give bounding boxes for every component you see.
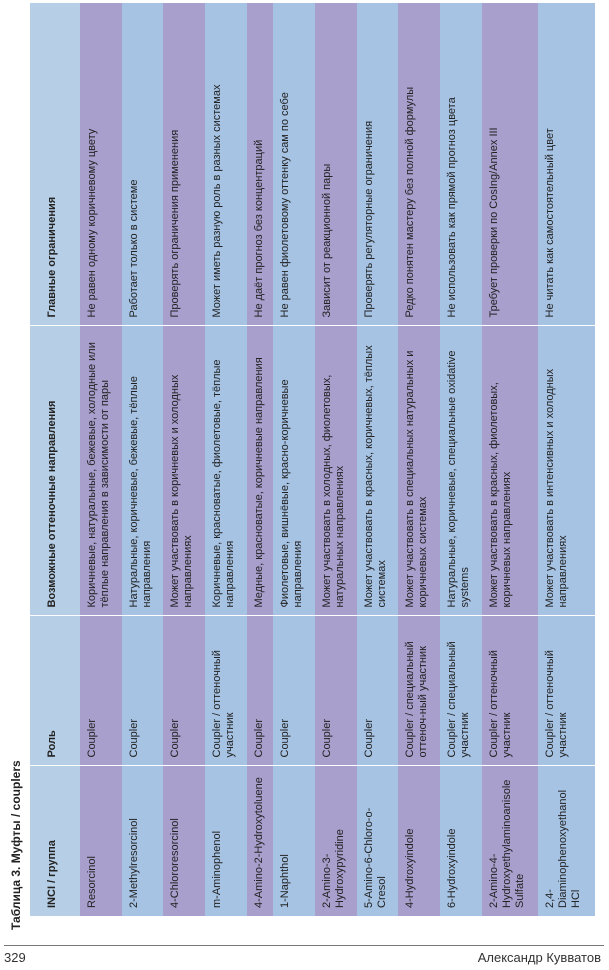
cell-limitations: Проверять ограничения применения <box>163 3 205 326</box>
cell-inci: 4-Hydroxyindole <box>398 766 440 916</box>
cell-limitations: Работает только в системе <box>122 3 164 326</box>
cell-limitations: Не читать как самостоятельный цвет <box>538 3 595 326</box>
cell-shade-directions: Коричневые, красноватые, фиолетовые, тёплые направления <box>205 326 247 616</box>
cell-shade-directions: Коричневые, натуральные, бежевые, холодные или тёплые направления в зависимости от пары <box>80 326 122 616</box>
footer-divider <box>4 945 604 946</box>
header-inci: INCI / группа <box>30 766 80 916</box>
cell-role: Coupler / оттеночный участник <box>482 616 539 766</box>
cell-inci: 2-Amino-3-Hydroxypyridine <box>315 766 357 916</box>
cell-shade-directions: Может участвовать в красных, фиолетовых, коричневых направлениях <box>482 326 539 616</box>
cell-shade-directions: Медные, красноватые, коричневые направления <box>247 326 274 616</box>
cell-limitations: Не равен одному коричневому цвету <box>80 3 122 326</box>
cell-inci: 4-Amino-2-Hydroxytoluene <box>247 766 274 916</box>
table-row <box>273 3 315 916</box>
table-row <box>247 3 274 916</box>
cell-limitations: Требует проверки по CosIng/Annex III <box>482 3 539 326</box>
cell-limitations: Проверять регуляторные ограничения <box>357 3 399 326</box>
cell-role: Coupler <box>80 616 122 766</box>
cell-limitations: Может иметь разную роль в разных системах <box>205 3 247 326</box>
table-row <box>122 3 164 916</box>
cell-role: Coupler <box>122 616 164 766</box>
header-limitations: Главные ограничения <box>30 3 80 326</box>
cell-shade-directions: Натуральные, коричневые, бежевые, тёплые направления <box>122 326 164 616</box>
cell-inci: Resorcinol <box>80 766 122 916</box>
cell-role: Coupler / специальный участник <box>440 616 482 766</box>
rotated-page-content <box>6 0 596 930</box>
cell-role: Coupler <box>357 616 399 766</box>
table-row <box>398 3 440 916</box>
cell-role: Coupler / специальный оттеноч-ный участник <box>398 616 440 766</box>
table-row <box>538 3 595 916</box>
cell-shade-directions: Может участвовать в красных, коричневых, тёплых системах <box>357 326 399 616</box>
cell-shade-directions: Может участвовать в коричневых и холодных направлениях <box>163 326 205 616</box>
cell-shade-directions: Может участвовать в интенсивных и холодных направлениях <box>538 326 595 616</box>
cell-role: Coupler <box>163 616 205 766</box>
table-header-row <box>30 3 80 916</box>
cell-limitations: Зависит от реакционной пары <box>315 3 357 326</box>
couplers-table <box>30 3 595 917</box>
header-role: Роль <box>30 616 80 766</box>
table-caption: Таблица 3. Муфты / couplers <box>9 760 23 930</box>
page-number: 329 <box>4 950 26 965</box>
cell-limitations: Не даёт прогноз без концентраций <box>247 3 274 326</box>
table-row <box>80 3 122 916</box>
cell-inci: 2-Amino-4-Hydroxyethylaminoanisole Sulfate <box>482 766 539 916</box>
table-row <box>163 3 205 916</box>
cell-inci: 6-Hydroxyindole <box>440 766 482 916</box>
cell-inci: m-Aminophenol <box>205 766 247 916</box>
author-name: Александр Кувватов <box>477 950 601 965</box>
table-row <box>440 3 482 916</box>
table-row <box>315 3 357 916</box>
cell-limitations: Не равен фиолетовому оттенку сам по себе <box>273 3 315 326</box>
cell-inci: 1-Naphthol <box>273 766 315 916</box>
cell-inci: 4-Chlororesorcinol <box>163 766 205 916</box>
cell-shade-directions: Может участвовать в специальных натуральных и коричневых системах <box>398 326 440 616</box>
table-row <box>357 3 399 916</box>
cell-role: Coupler <box>273 616 315 766</box>
cell-role: Coupler <box>247 616 274 766</box>
header-shade-directions: Возможные оттеночные направления <box>30 326 80 616</box>
cell-inci: 2-Methylresorcinol <box>122 766 164 916</box>
cell-limitations: Не использовать как прямой прогноз цвета <box>440 3 482 326</box>
cell-role: Coupler / оттеночный участник <box>205 616 247 766</box>
cell-inci: 5-Amino-6-Chloro-o-Cresol <box>357 766 399 916</box>
cell-role: Coupler <box>315 616 357 766</box>
cell-limitations: Редко понятен мастеру без полной формулы <box>398 3 440 326</box>
cell-role: Coupler / оттеночный участник <box>538 616 595 766</box>
cell-shade-directions: Натуральные, коричневые, специальные oxidative systems <box>440 326 482 616</box>
cell-shade-directions: Фиолетовые, вишнёвые, красно-коричневые направления <box>273 326 315 616</box>
cell-inci: 2,4-Diaminophenoxyethanol HCl <box>538 766 595 916</box>
table-row <box>482 3 539 916</box>
table-row <box>205 3 247 916</box>
cell-shade-directions: Может участвовать в холодных, фиолетовых, натуральных направлениях <box>315 326 357 616</box>
